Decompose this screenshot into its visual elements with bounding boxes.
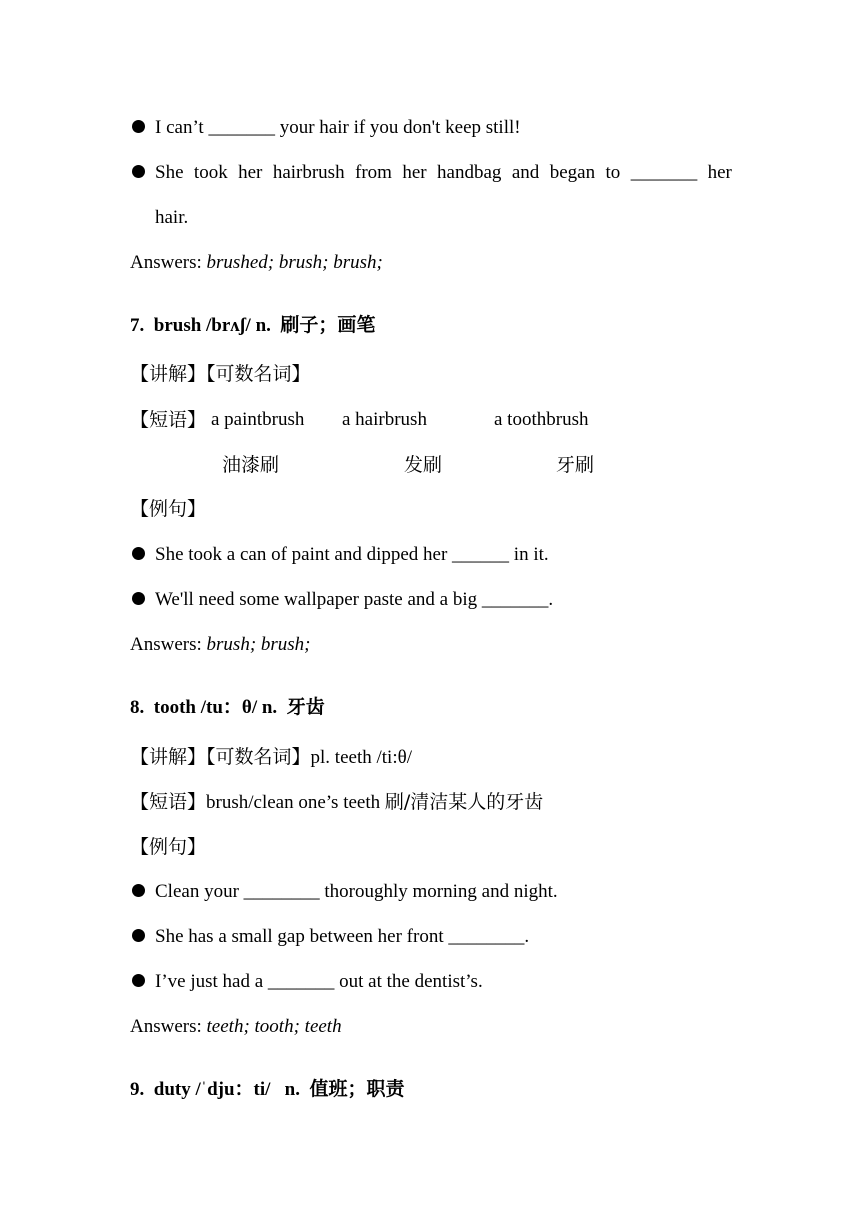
explain-row: 【讲解】【可数名词】pl. teeth /ti:θ/ [130, 746, 412, 768]
answers: Answers: teeth; tooth; teeth [130, 1016, 342, 1037]
section-heading: 9. duty /ˈdju：ti/ n. 值班；职责 [130, 1078, 405, 1100]
example-sentence: She took her hairbrush from her handbag and began to _______ her [132, 161, 732, 185]
example-sentence-wrap: hair. [155, 207, 189, 228]
example-sentence: She has a small gap between her front ________. [132, 925, 529, 949]
phrase-translation: 牙刷 [556, 454, 595, 476]
phrase-translation: 发刷 [404, 454, 443, 476]
phrase-row: 【短语】brush/clean one’s teeth 刷/清洁某人的牙齿 [130, 791, 544, 813]
bullet-icon [132, 884, 145, 897]
phrase-item: a toothbrush [494, 409, 589, 430]
example-sentence: I’ve just had a _______ out at the dentist’s. [132, 970, 483, 994]
bullet-icon [132, 547, 145, 560]
example-sentence: She took a can of paint and dipped her ______ in it. [132, 543, 549, 567]
example-sentence: Clean your ________ thoroughly morning and night. [132, 880, 558, 904]
section-heading: 8. tooth /tu：θ/ n. 牙齿 [130, 696, 325, 718]
example-sentence: I can’t _______ your hair if you don't keep still! [132, 116, 521, 140]
phrase-translation: 油漆刷 [222, 454, 280, 476]
phrase-item: a paintbrush [211, 409, 305, 430]
section-heading: 7. brush /brʌʃ/ n. 刷子；画笔 [130, 314, 376, 336]
answers: Answers: brush; brush; [130, 634, 311, 655]
explain-row: 【讲解】【可数名词】 [130, 363, 311, 385]
bullet-icon [132, 929, 145, 942]
phrase-row: 【短语】 [130, 409, 207, 431]
bullet-icon [132, 120, 145, 133]
example-sentence: We'll need some wallpaper paste and a big _______. [132, 588, 553, 612]
bullet-icon [132, 974, 145, 987]
bullet-icon [132, 592, 145, 605]
answers: Answers: brushed; brush; brush; [130, 252, 383, 273]
bullet-icon [132, 165, 145, 178]
example-tag: 【例句】 [130, 836, 207, 858]
phrase-item: a hairbrush [342, 409, 427, 430]
example-tag: 【例句】 [130, 498, 207, 520]
